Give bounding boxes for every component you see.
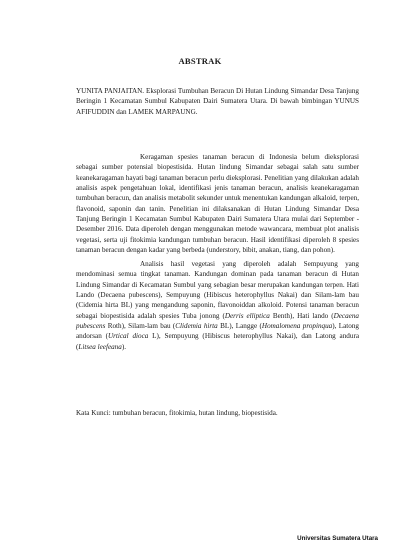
paragraph-2-text-2: Benth), Hati lando (: [269, 311, 334, 320]
species-name: Decaena pubescens: [76, 311, 359, 331]
page-title: ABSTRAK: [178, 56, 222, 66]
species-name: Litsea leefeana: [78, 342, 122, 351]
paragraph-2-text-1: Analisis hasil vegetasi yang diperoleh adalah Sempuyung yang mendominasi semua tingkat tanaman. Kandungan dominan pada tanaman beracun di Hutan Lindung Simandar di Kecamatan Sumbul yang sebagian besar merupakan kandungan terpen. Hati Lando (Decaena pubescens), Sempuyung (Hibiscus heterophyllus Nakai) dan Silam-lam bau (Cidemia hirta BL) yang mengandung saponin, flavonoiddan alkoloid. Potensi tanaman beracun sebagai biopestisida adalah spesies Tuba jonong (: [76, 260, 359, 320]
paragraph-2-text-7: ).: [121, 342, 126, 351]
species-name: Derris elliptica: [224, 311, 270, 320]
keywords: Kata Kunci: tumbuhan beracun, fitokimia, hutan lindung, biopestisida.: [76, 409, 278, 417]
abstract-paragraph-2: [76, 259, 359, 352]
species-name: Clidemia hirta: [175, 322, 218, 331]
author-info: YUNITA PANJAITAN. Eksplorasi Tumbuhan Beracun Di Hutan Lindung Simandar Desa Tanjung Beringin 1 Kecamatan Sumbul Kabupaten Dairi Sumatera Utara. Di bawah bimbingan YUNUS AFIFUDDIN dan LAMEK MARPAUNG.: [76, 87, 359, 116]
paragraph-1-text: Keragaman spesies tanaman beracun di Indonesia belum dieksplorasi sebagai sumber potensial biopestisida. Hutan lindung Simandar sebagai salah satu sumber keanekaragaman hayati bagi tanaman beracun perlu dieksplorasi. Penelitian yang dilakukan adalah analisis aspek pengetahuan lokal, identifikasi jenis tanaman beracun, analisis keanekaragaman tumbuhan beracun, dan analisis metabolit sekunder untuk menentukan kandungan alkaloid, terpen, flavonoid, saponin dan tanin. Penelitian ini dilaksanakan di Hutan Lindung Simandar Desa Tanjung Beringin 1 Kecamatan Sumbul Kabupaten Dairi Sumatera Utara mulai dari September - Desember 2016. Data diperoleh dengan menggunakan metode wawancara, membuat plot analisis vegetasi, serta uji fitokimia kandungan tumbuhan beracun. Hasil identifikasi diperoleh 8 spesies tanaman beracun dengan kadar yang berbeda (understory, bibit, anakan, tiang, dan pohon).: [76, 153, 359, 255]
paragraph-2-text-5: ), Latong andorsan (: [76, 322, 359, 341]
paragraph-2-text-4: BL), Langge (: [217, 322, 262, 331]
paragraph-2-text-3: Roth), Silam-lam bau (: [105, 322, 176, 331]
paragraph-2-text-6: L), Sempuyung (Hibiscus heterophyllus Nakai), dan Latong andura (: [76, 332, 359, 351]
species-name: Urtical dioca: [107, 332, 149, 341]
species-name: Homalomena propinqua: [261, 322, 333, 331]
university-footer: Universitas Sumatera Utara: [297, 535, 378, 542]
abstract-paragraph-1: [76, 152, 359, 255]
